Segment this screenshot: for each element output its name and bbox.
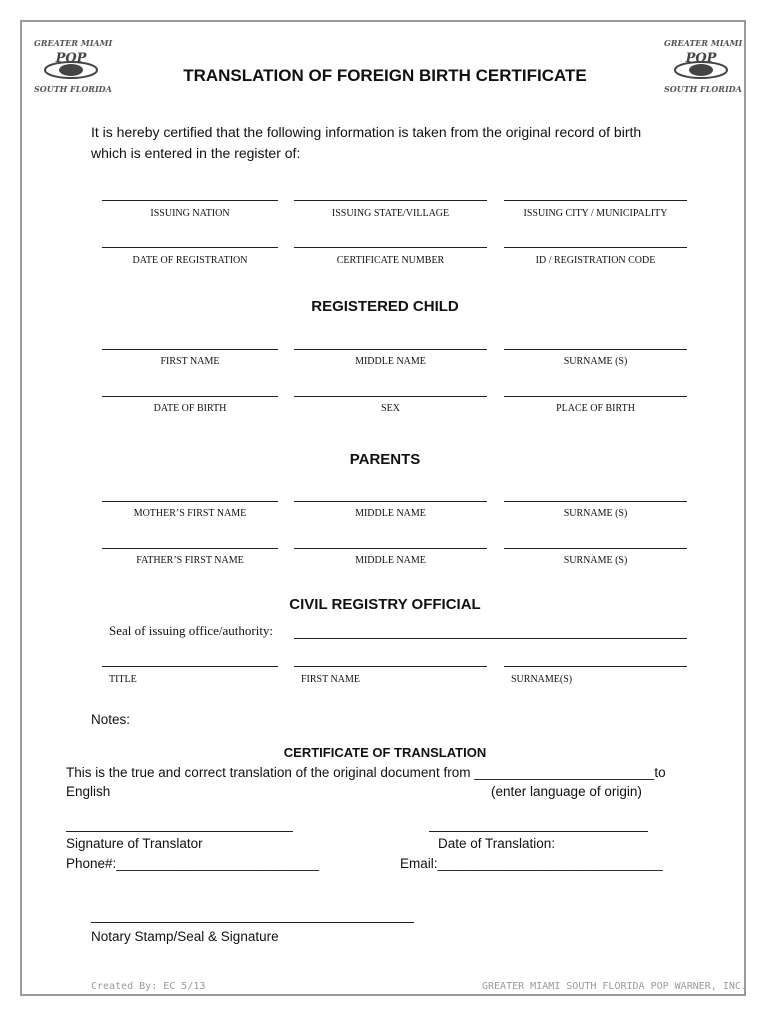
logo-bottom-text: SOUTH FLORIDA — [664, 84, 742, 94]
child-middle-name-field[interactable] — [294, 349, 487, 350]
notary-signature-field[interactable] — [91, 922, 414, 923]
intro-line-2: which is entered in the register of: — [91, 145, 301, 161]
registration-code-label: ID / REGISTRATION CODE — [535, 255, 656, 266]
logo-bottom-text: SOUTH FLORIDA — [34, 84, 112, 94]
civil-registry-heading: CIVIL REGISTRY OFFICIAL — [289, 596, 481, 613]
registration-code-field[interactable] — [504, 247, 687, 248]
seal-label: Seal of issuing office/authority: — [109, 623, 274, 638]
notes-label: Notes: — [91, 712, 131, 727]
official-surname-label: SURNAME(S) — [511, 674, 573, 685]
official-surname-field[interactable] — [504, 666, 687, 667]
issuing-state-label: ISSUING STATE/VILLAGE — [331, 208, 450, 219]
issuing-city-field[interactable] — [504, 200, 687, 201]
issuing-nation-label: ISSUING NATION — [150, 208, 230, 219]
child-first-name-field[interactable] — [102, 349, 278, 350]
certificate-of-translation-heading: CERTIFICATE OF TRANSLATION — [283, 745, 487, 760]
logo-top-text: GREATER MIAMI — [664, 38, 743, 48]
father-middle-name-field[interactable] — [294, 548, 487, 549]
official-title-label: TITLE — [109, 674, 137, 685]
notary-label: Notary Stamp/Seal & Signature — [91, 929, 279, 944]
email-field[interactable]: Email:______________________________ — [400, 856, 663, 871]
footer-created-by: Created By: EC 5/13 — [91, 981, 206, 992]
page-title: TRANSLATION OF FOREIGN BIRTH CERTIFICATE — [183, 66, 587, 85]
mother-middle-name-label: MIDDLE NAME — [355, 508, 426, 519]
translator-signature-label: Signature of Translator — [66, 836, 203, 851]
place-of-birth-label: PLACE OF BIRTH — [556, 403, 635, 414]
child-middle-name-label: MIDDLE NAME — [355, 356, 426, 367]
official-first-name-label: FIRST NAME — [301, 674, 360, 685]
mother-middle-name-field[interactable] — [294, 501, 487, 502]
translation-date-field[interactable] — [429, 831, 648, 832]
date-of-registration-field[interactable] — [102, 247, 278, 248]
mother-surname-label: SURNAME (S) — [563, 508, 628, 519]
logo-pop-text: POP — [55, 51, 87, 66]
registered-child-heading: REGISTERED CHILD — [311, 298, 459, 315]
language-origin-hint: (enter language of origin) — [491, 784, 642, 799]
translation-date-label: Date of Translation: — [438, 836, 556, 851]
father-surname-label: SURNAME (S) — [563, 555, 628, 566]
certificate-number-label: CERTIFICATE NUMBER — [336, 255, 445, 266]
seal-field[interactable] — [294, 638, 687, 639]
english-label: English — [66, 784, 111, 799]
intro-text — [91, 122, 691, 164]
issuing-state-field[interactable] — [294, 200, 487, 201]
logo-top-text: GREATER MIAMI — [34, 38, 113, 48]
mother-first-name-field[interactable] — [102, 501, 278, 502]
phone-field[interactable]: Phone#:___________________________ — [66, 856, 320, 871]
sex-field[interactable] — [294, 396, 487, 397]
father-first-name-field[interactable] — [102, 548, 278, 549]
mother-first-name-label: MOTHER’S FIRST NAME — [133, 508, 247, 519]
parents-heading: PARENTS — [349, 451, 421, 468]
official-first-name-field[interactable] — [294, 666, 487, 667]
logo-pop-text: POP — [685, 51, 717, 66]
issuing-city-label: ISSUING CITY / MUNICIPALITY — [523, 208, 668, 219]
date-of-birth-field[interactable] — [102, 396, 278, 397]
date-of-registration-label: DATE OF REGISTRATION — [132, 255, 248, 266]
child-first-name-label: FIRST NAME — [160, 356, 220, 367]
translator-signature-field[interactable] — [66, 831, 293, 832]
intro-line-1: It is hereby certified that the following information is taken from the original record of birth — [91, 124, 642, 140]
issuing-nation-field[interactable] — [102, 200, 278, 201]
child-surname-field[interactable] — [504, 349, 687, 350]
translation-statement: This is the true and correct translation of the original document from ________________________to — [66, 765, 666, 780]
father-surname-field[interactable] — [504, 548, 687, 549]
date-of-birth-label: DATE OF BIRTH — [153, 403, 227, 414]
place-of-birth-field[interactable] — [504, 396, 687, 397]
certificate-number-field[interactable] — [294, 247, 487, 248]
mother-surname-field[interactable] — [504, 501, 687, 502]
child-surname-label: SURNAME (S) — [563, 356, 628, 367]
father-middle-name-label: MIDDLE NAME — [355, 555, 426, 566]
official-title-field[interactable] — [102, 666, 278, 667]
father-first-name-label: FATHER’S FIRST NAME — [136, 555, 244, 566]
sex-label: SEX — [381, 403, 400, 414]
footer-organization: GREATER MIAMI SOUTH FLORIDA POP WARNER, INC. — [482, 981, 747, 992]
